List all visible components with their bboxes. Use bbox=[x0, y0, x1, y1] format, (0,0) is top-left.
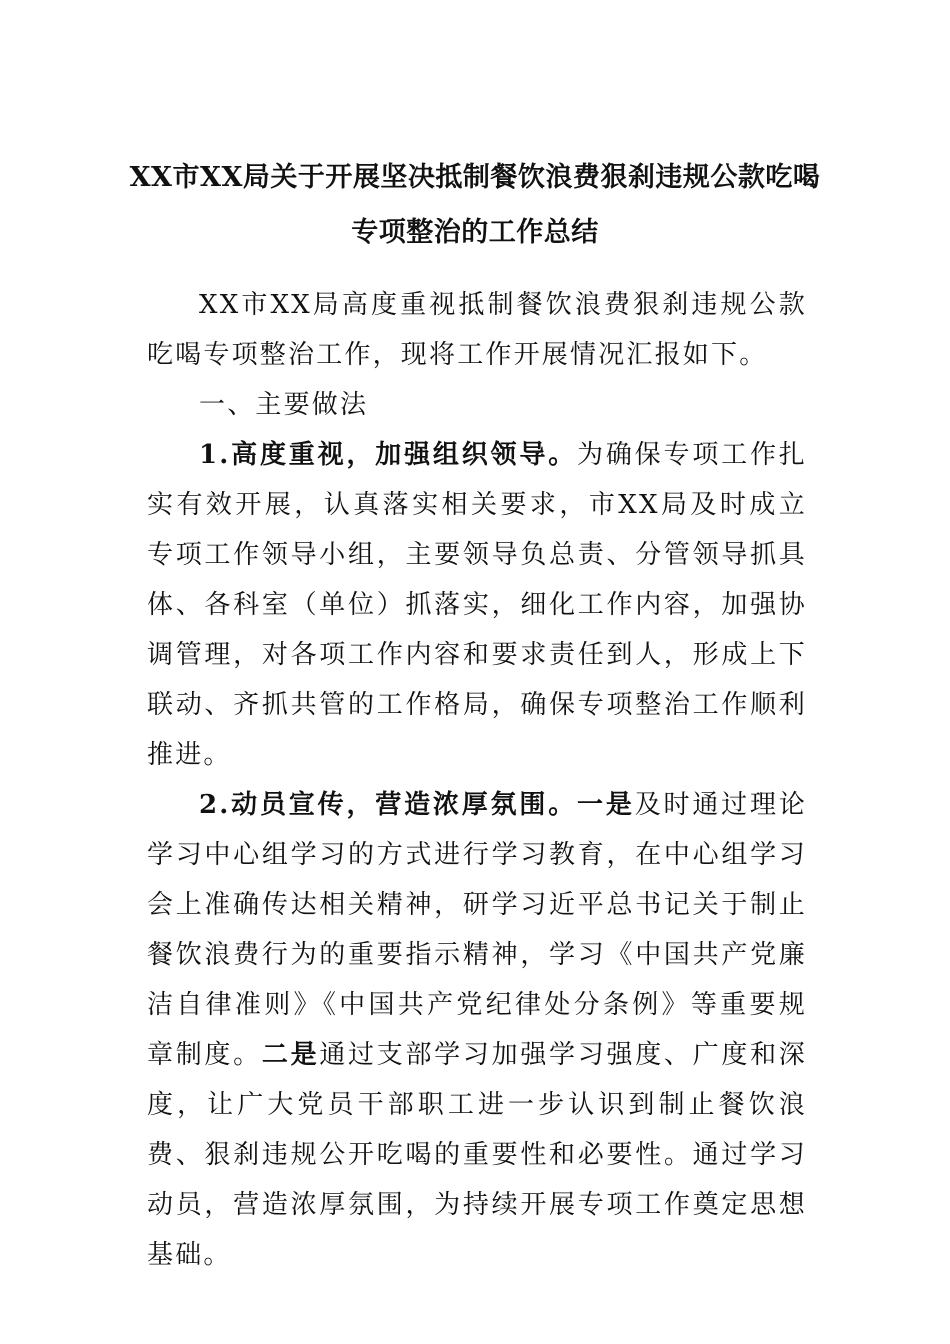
item-2-paragraph bbox=[147, 780, 807, 1280]
item-2-heading: 2.动员宣传，营造浓厚氛围。 bbox=[199, 790, 578, 820]
item-1-paragraph bbox=[147, 430, 807, 780]
document-body bbox=[147, 280, 807, 1280]
item-1-text: 为确保专项工作扎实有效开展，认真落实相关要求，市XX局及时成立专项工作领导小组，主要领导负总责、分管领导抓具体、各科室（单位）抓落实，细化工作内容，加强协调管理，对各项工作内容和要求责任到人，形成上下联动、齐抓共管的工作格局，确保专项整治工作顺利推进。 bbox=[147, 440, 807, 770]
intro-paragraph: XX市XX局高度重视抵制餐饮浪费狠刹违规公款吃喝专项整治工作，现将工作开展情况汇报如下。 bbox=[147, 290, 807, 370]
item-2-text-1: 及时通过理论学习中心组学习的方式进行学习教育，在中心组学习会上准确传达相关精神，研学习近平总书记关于制止餐饮浪费行为的重要指示精神，学习《中国共产党廉洁自律准则》《中国共产党纪律处分条例》等重要规章制度。 bbox=[147, 790, 807, 1070]
section-heading-main-practices: 一、主要做法 bbox=[199, 390, 369, 420]
item-2-marker-2: 二是 bbox=[261, 1040, 320, 1070]
document-title: XX市XX局关于开展坚决抵制餐饮浪费狠刹违规公款吃喝专项整治的工作总结 bbox=[129, 162, 821, 248]
item-1-heading: 1.高度重视，加强组织领导。 bbox=[199, 440, 578, 470]
item-2-marker-1: 一是 bbox=[577, 790, 635, 820]
item-2-text-2: 通过支部学习加强学习强度、广度和深度，让广大党员干部职工进一步认识到制止餐饮浪费、狠刹违规公开吃喝的重要性和必要性。通过学习动员，营造浓厚氛围，为持续开展专项工作奠定思想基础。 bbox=[147, 1040, 807, 1270]
